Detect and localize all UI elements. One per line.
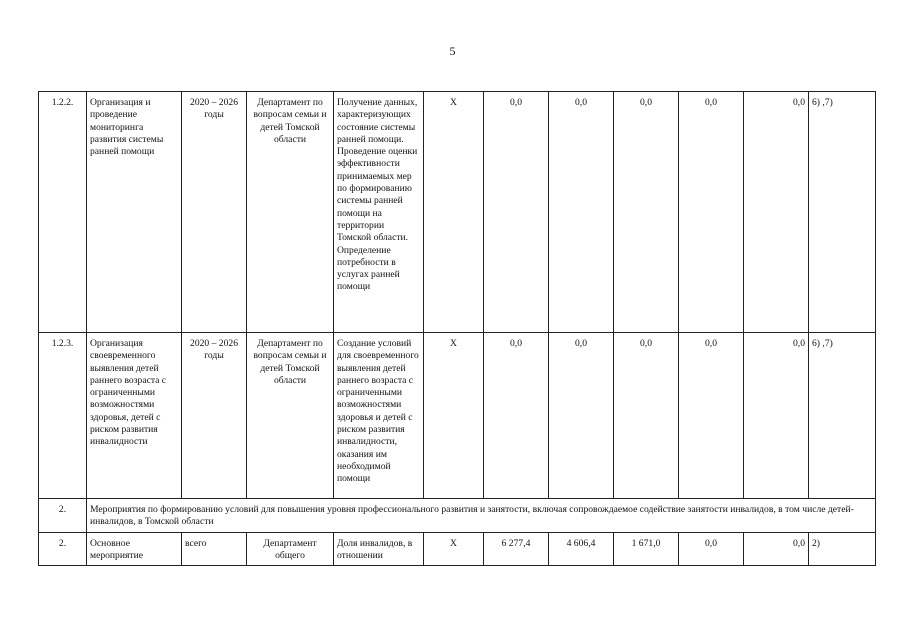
activity-executor: Департамент по вопросам семьи и детей Томской области <box>247 92 334 333</box>
table-row <box>39 533 876 566</box>
funding-value: 0,0 <box>549 92 614 333</box>
table-row <box>39 92 876 333</box>
table-row <box>39 333 876 499</box>
activity-mark: Х <box>424 333 484 499</box>
activity-mark: Х <box>424 92 484 333</box>
funding-value: 0,0 <box>679 333 744 499</box>
funding-value: 0,0 <box>614 92 679 333</box>
activity-executor: Департамент по вопросам семьи и детей Томской области <box>247 333 334 499</box>
activity-reference: 2) <box>809 533 876 566</box>
program-activities-table <box>38 91 876 566</box>
funding-value: 0,0 <box>744 92 809 333</box>
activity-executor: Департамент общего <box>247 533 334 566</box>
activity-period: всего <box>182 533 247 566</box>
activity-result: Создание условий для своевременного выявления детей раннего возраста с ограниченными возможностями здоровья и детей с риском развития инвалидности, оказания им необходимой помощи <box>334 333 424 499</box>
activity-name: Основное мероприятие <box>87 533 182 566</box>
activity-name: Организация и проведение мониторинга развития системы ранней помощи <box>87 92 182 333</box>
activity-period: 2020 – 2026 годы <box>182 333 247 499</box>
funding-value: 1 671,0 <box>614 533 679 566</box>
funding-value: 0,0 <box>679 92 744 333</box>
section-number: 2. <box>39 499 87 533</box>
funding-value: 4 606,4 <box>549 533 614 566</box>
activity-number: 1.2.3. <box>39 333 87 499</box>
funding-value: 0,0 <box>549 333 614 499</box>
activity-period: 2020 – 2026 годы <box>182 92 247 333</box>
funding-value: 0,0 <box>679 533 744 566</box>
funding-value: 0,0 <box>614 333 679 499</box>
activity-reference: 6) ,7) <box>809 92 876 333</box>
section-title: Мероприятия по формированию условий для повышения уровня профессионального развития и занятости, включая сопровождаемое содействие занятости инвалидов, в том числе детей-инвалидов, в Томской области <box>87 499 876 533</box>
funding-value: 6 277,4 <box>484 533 549 566</box>
activity-number: 1.2.2. <box>39 92 87 333</box>
activity-name: Организация своевременного выявления детей раннего возраста с ограниченными возможностями здоровья, детей с риском развития инвалидности <box>87 333 182 499</box>
funding-value: 0,0 <box>484 333 549 499</box>
section-row <box>39 499 876 533</box>
activity-reference: 6) ,7) <box>809 333 876 499</box>
activity-result: Получение данных, характеризующих состояние системы ранней помощи. Проведение оценки эффективности принимаемых мер по формированию системы ранней помощи на территории Томской области. Определение потребности в услугах ранней помощи <box>334 92 424 333</box>
funding-value: 0,0 <box>484 92 549 333</box>
funding-value: 0,0 <box>744 533 809 566</box>
activity-mark: Х <box>424 533 484 566</box>
funding-value: 0,0 <box>744 333 809 499</box>
activity-result: Доля инвалидов, в отношении <box>334 533 424 566</box>
page-number: 5 <box>449 44 456 58</box>
activity-number: 2. <box>39 533 87 566</box>
